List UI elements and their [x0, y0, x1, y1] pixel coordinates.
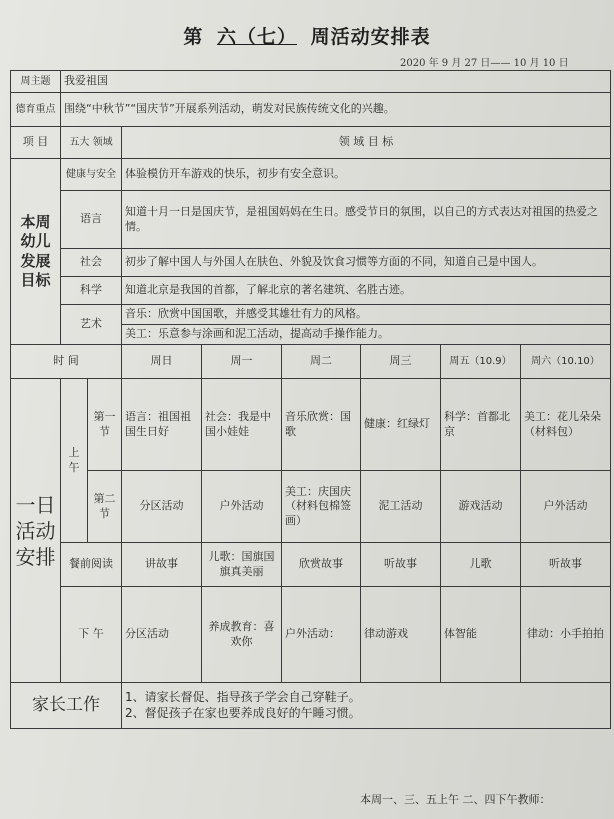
s1-wednesday: 健康：红绿灯	[361, 379, 441, 471]
header-domains: 五大 领域	[61, 127, 122, 159]
s2-saturday: 户外活动	[521, 471, 611, 543]
goal-language: 知道十月一日是国庆节，是祖国妈妈在生日。感受节日的氛围，以自己的方式表达对祖国的热爱之情。	[122, 191, 611, 249]
domain-language: 语言	[61, 191, 122, 249]
title-suffix: 周活动安排表	[310, 26, 431, 48]
goal-row-health	[11, 159, 611, 191]
s1-friday: 科学：首都北京	[441, 379, 521, 471]
title-week: 六（七）	[216, 26, 297, 48]
time-label: 时 间	[11, 345, 122, 379]
goal-row-language	[11, 191, 611, 249]
read-sunday: 讲故事	[122, 543, 202, 587]
date-range: 2020 年 9 月 27 日—— 10 月 10 日	[400, 58, 569, 69]
parent-work-item-1: 1、请家长督促、指导孩子学会自己穿鞋子。	[125, 689, 361, 704]
read-tuesday: 欣赏故事	[282, 543, 361, 587]
pm-wednesday: 律动游戏	[361, 587, 441, 683]
day-friday: 周五（10.9）	[441, 345, 521, 379]
goal-health: 体验模仿开车游戏的快乐，初步有安全意识。	[122, 159, 611, 191]
s2-friday: 游戏活动	[441, 471, 521, 543]
domain-science: 科学	[61, 277, 122, 305]
s2-monday: 户外活动	[202, 471, 282, 543]
footer-note: 本周一、三、五上午 二、四下午教师：	[360, 793, 551, 806]
morning-section2-row	[11, 471, 611, 543]
title-prefix: 第	[183, 26, 204, 48]
moral-row	[11, 93, 611, 127]
goal-science: 知道北京是我国的首都，了解北京的著名建筑、名胜古迹。	[122, 277, 611, 305]
read-saturday: 听故事	[521, 543, 611, 587]
afternoon-label: 下 午	[61, 587, 122, 683]
moral-label: 德育重点	[11, 93, 61, 127]
morning-section1-row	[11, 379, 611, 471]
s1-tuesday: 音乐欣赏：国歌	[282, 379, 361, 471]
parent-work-items	[122, 683, 611, 729]
day-monday: 周一	[202, 345, 282, 379]
domain-health: 健康与安全	[61, 159, 122, 191]
day-saturday: 周六（10.10）	[521, 345, 611, 379]
theme-row	[11, 71, 611, 93]
dev-goals-label: 本周幼儿发展目标	[11, 159, 61, 345]
pm-sunday: 分区活动	[122, 587, 202, 683]
s1-sunday: 语言：祖国祖国生日好	[122, 379, 202, 471]
theme-value: 我爱祖国	[61, 71, 611, 93]
day-tuesday: 周二	[282, 345, 361, 379]
goal-row-society	[11, 249, 611, 277]
daily-label: 一日活动安排	[11, 379, 61, 683]
read-wednesday: 听故事	[361, 543, 441, 587]
s1-monday: 社会：我是中国小娃娃	[202, 379, 282, 471]
s2-tuesday: 美工：庆国庆（材料包棉签画）	[282, 471, 361, 543]
goal-society: 初步了解中国人与外国人在肤色、外貌及饮食习惯等方面的不同，知道自己是中国人。	[122, 249, 611, 277]
theme-label: 周主题	[11, 71, 61, 93]
section1-label: 第一节	[88, 379, 122, 471]
read-friday: 儿歌	[441, 543, 521, 587]
page-title	[0, 22, 614, 49]
pm-tuesday: 户外活动：	[282, 587, 361, 683]
parent-work-row	[11, 683, 611, 729]
section2-label: 第二节	[88, 471, 122, 543]
reading-label: 餐前阅读	[61, 543, 122, 587]
day-wednesday: 周三	[361, 345, 441, 379]
header-goals: 领 域 目 标	[122, 127, 611, 159]
header-item: 项 目	[11, 127, 61, 159]
pm-saturday: 律动：小手拍拍	[521, 587, 611, 683]
pm-friday: 体智能	[441, 587, 521, 683]
schedule-table	[10, 70, 611, 729]
read-monday: 儿歌：国旗国旗真美丽	[202, 543, 282, 587]
parent-work-label: 家长工作	[11, 683, 122, 729]
moral-value: 围绕“中秋节”“国庆节”开展系列活动，萌发对民族传统文化的兴趣。	[61, 93, 611, 127]
time-row	[11, 345, 611, 379]
goal-row-art-music	[11, 305, 611, 325]
parent-work-item-2: 2、督促孩子在家也要养成良好的午睡习惯。	[125, 705, 361, 720]
goal-art-music: 音乐：欣赏中国国歌，并感受其雄壮有力的风格。	[122, 305, 611, 325]
s2-wednesday: 泥工活动	[361, 471, 441, 543]
goal-art-craft: 美工：乐意参与涂画和泥工活动，提高动手操作能力。	[122, 325, 611, 345]
domain-society: 社会	[61, 249, 122, 277]
morning-label: 上午	[61, 379, 88, 543]
header-row	[11, 127, 611, 159]
reading-row	[11, 543, 611, 587]
s1-saturday: 美工：花儿朵朵（材料包）	[521, 379, 611, 471]
afternoon-row	[11, 587, 611, 683]
s2-sunday: 分区活动	[122, 471, 202, 543]
pm-monday: 养成教育：喜欢你	[202, 587, 282, 683]
goal-row-science	[11, 277, 611, 305]
domain-art: 艺术	[61, 305, 122, 345]
day-sunday: 周日	[122, 345, 202, 379]
